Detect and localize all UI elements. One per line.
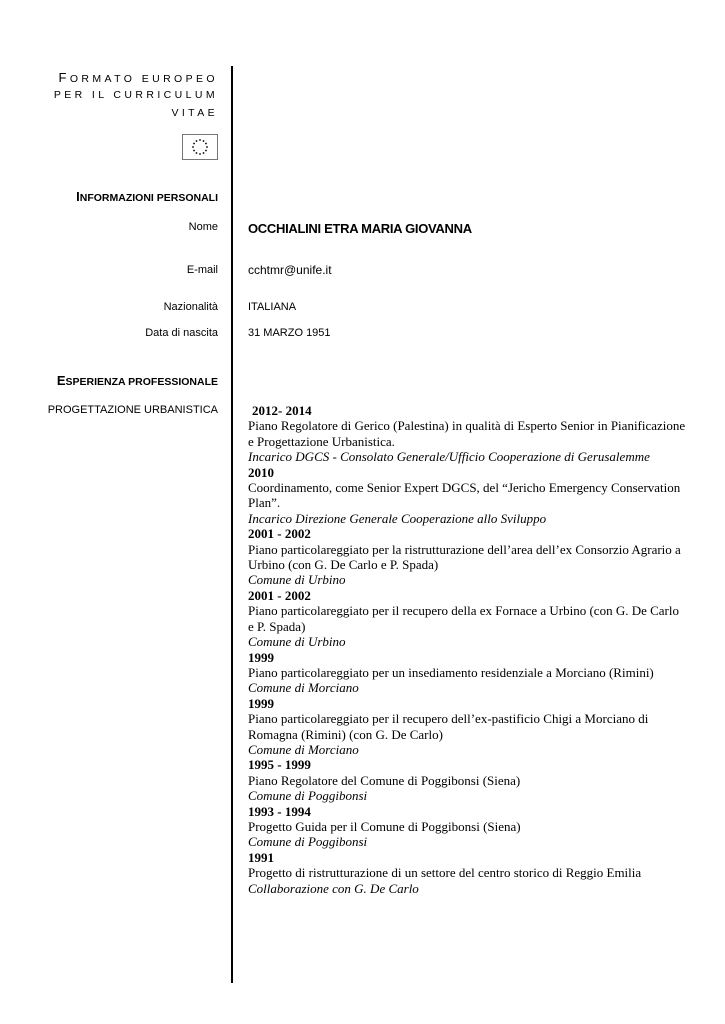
entry-client: Comune di Poggibonsi bbox=[248, 788, 368, 804]
entry-year: 1999 bbox=[248, 649, 274, 665]
entry-year: 1991 bbox=[248, 849, 274, 865]
experience-entry bbox=[248, 650, 688, 696]
email-label: E-mail bbox=[186, 264, 218, 276]
entry-description: Piano particolareggiato per il recupero dell’ex-pastificio Chigi a Morciano di Romagna (Rimini) (con G. De Carlo) bbox=[248, 711, 649, 742]
entry-description: Piano particolareggiato per un insediamento residenziale a Morciano (Rimini) bbox=[248, 664, 654, 680]
section-rest: NFORMAZIONI PERSONALI bbox=[79, 192, 218, 204]
nome-value: OCCHIALINI ETRA MARIA GIOVANNA bbox=[248, 221, 472, 236]
experience-entry bbox=[248, 850, 688, 896]
nascita-label: Data di nascita bbox=[145, 327, 218, 339]
entry-year: 1993 - 1994 bbox=[248, 803, 311, 819]
entry-description: Piano particolareggiato per il recupero della ex Fornace a Urbino (con G. De Carlo e P. Spada) bbox=[248, 603, 679, 634]
section-experience bbox=[57, 373, 218, 388]
experience-entry bbox=[248, 403, 688, 465]
experience-category: PROGETTAZIONE URBANISTICA bbox=[47, 404, 218, 416]
entry-description: Progetto Guida per il Comune di Poggibonsi (Siena) bbox=[248, 818, 521, 834]
experience-entry bbox=[248, 526, 688, 588]
entry-client: Comune di Morciano bbox=[248, 680, 359, 696]
entry-client: Comune di Urbino bbox=[248, 634, 346, 650]
entry-year: 1999 bbox=[248, 695, 274, 711]
entry-description: Piano particolareggiato per la ristrutturazione dell’area dell’ex Consorzio Agrario a Urbino (con G. De Carlo e P. Spada) bbox=[248, 541, 681, 573]
entry-client: Incarico Direzione Generale Cooperazione allo Sviluppo bbox=[248, 510, 547, 526]
entry-description: Piano Regolatore del Comune di Poggibonsi (Siena) bbox=[248, 772, 521, 788]
experience-entry bbox=[248, 804, 688, 850]
entry-client: Comune di Urbino bbox=[248, 572, 346, 588]
experience-entry bbox=[248, 757, 688, 803]
column-divider bbox=[231, 66, 233, 983]
eu-flag-icon bbox=[182, 134, 218, 160]
entry-year: 1995 - 1999 bbox=[248, 757, 311, 773]
header-rest: ORMATO EUROPEO bbox=[69, 73, 218, 85]
section-initial: I bbox=[76, 189, 80, 204]
header-line-2: PER IL CURRICULUM bbox=[53, 89, 218, 101]
nazionalita-value: ITALIANA bbox=[248, 301, 297, 313]
experience-entry bbox=[248, 696, 688, 758]
entry-description: Progetto di ristrutturazione di un settore del centro storico di Reggio Emilia bbox=[248, 865, 642, 881]
entry-client: Comune di Morciano bbox=[248, 741, 359, 757]
email-value: cchtmr@unife.it bbox=[248, 263, 332, 277]
header-line-3: VITAE bbox=[171, 107, 218, 119]
nascita-value: 31 MARZO 1951 bbox=[248, 327, 331, 339]
section-personal-info bbox=[76, 189, 218, 204]
entry-description: Coordinamento, come Senior Expert DGCS, del “Jericho Emergency Conservation Plan”. bbox=[248, 480, 681, 511]
entry-year: 2010 bbox=[248, 464, 274, 480]
header-line-1 bbox=[59, 70, 218, 85]
section-initial: E bbox=[56, 373, 66, 388]
nome-label: Nome bbox=[188, 221, 218, 233]
entry-client: Incarico DGCS - Consolato Generale/Ufficio Cooperazione di Gerusalemme bbox=[248, 449, 650, 465]
experience-list bbox=[248, 403, 688, 896]
experience-entry bbox=[248, 465, 688, 527]
entry-client: Collaborazione con G. De Carlo bbox=[248, 880, 419, 896]
experience-entry bbox=[248, 588, 688, 650]
entry-client: Comune di Poggibonsi bbox=[248, 834, 368, 850]
entry-year: 2001 - 2002 bbox=[248, 526, 311, 542]
entry-year: 2001 - 2002 bbox=[248, 587, 311, 603]
entry-year: 2012- 2014 bbox=[252, 403, 312, 418]
header-initial: F bbox=[58, 70, 70, 85]
section-rest: SPERIENZA PROFESSIONALE bbox=[65, 376, 218, 388]
entry-description: Piano Regolatore di Gerico (Palestina) in qualità di Esperto Senior in Pianificazione e Progettazione Urbanistica. bbox=[248, 418, 686, 449]
nazionalita-label: Nazionalità bbox=[163, 301, 218, 313]
